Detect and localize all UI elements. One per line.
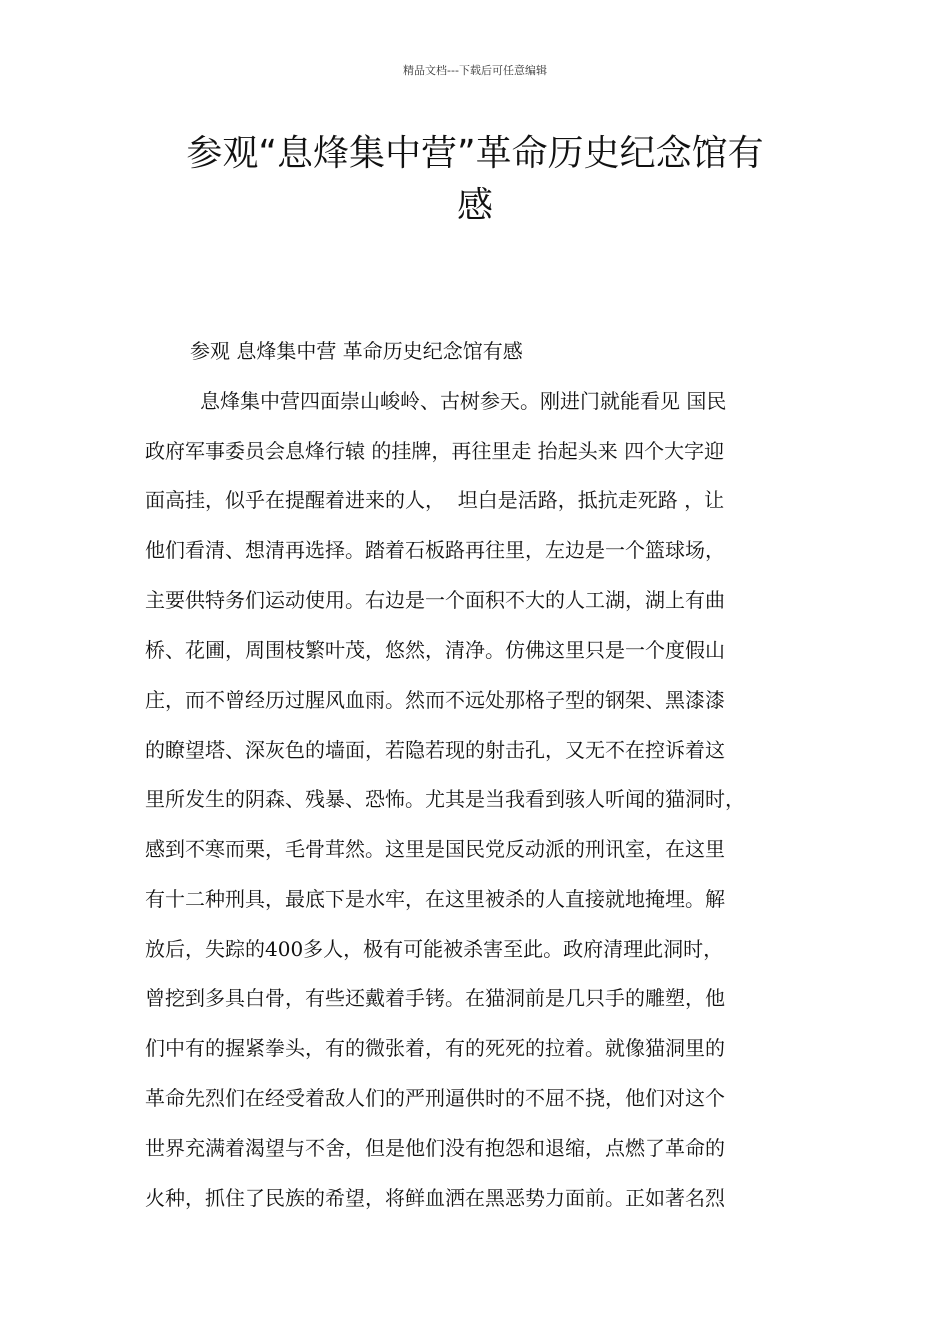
body-line: 有十二种刑具，最底下是水牢，在这里被杀的人直接就地掩埋。解	[145, 887, 725, 911]
body-line: 曾挖到多具白骨，有些还戴着手铐。在猫洞前是几只手的雕塑，他	[145, 986, 725, 1010]
body-line: 里所发生的阴森、残暴、恐怖。尤其是当我看到骇人听闻的猫洞时，	[145, 787, 745, 811]
body-line: 主要供特务们运动使用。右边是一个面积不大的人工湖，湖上有曲	[145, 588, 725, 612]
body-line: 们中有的握紧拳头，有的微张着，有的死死的拉着。就像猫洞里的	[145, 1036, 725, 1060]
body-line: 庄，而不曾经历过腥风血雨。然而不远处那格子型的钢架、黑漆漆	[145, 688, 725, 712]
body-line: 革命先烈们在经受着敌人们的严刑逼供时的不屈不挠，他们对这个	[145, 1086, 725, 1110]
body-line: 面高挂，似乎在提醒着进来的人， 坦白是活路，抵抗走死路 ，让	[145, 488, 725, 512]
header-note: 精品文档---下载后可任意编辑	[403, 64, 547, 77]
body-line: 感到不寒而栗，毛骨茸然。这里是国民党反动派的刑讯室，在这里	[145, 837, 725, 861]
body-line: 桥、花圃，周围枝繁叶茂，悠然，清净。仿佛这里只是一个度假山	[145, 638, 725, 662]
body-line: 放后，失踪的400多人，极有可能被杀害至此。政府清理此洞时，	[145, 937, 724, 961]
body-line: 的瞭望塔、深灰色的墙面，若隐若现的射击孔，又无不在控诉着这	[145, 738, 725, 762]
body-line: 火种，抓住了民族的希望，将鲜血洒在黑恶势力面前。正如著名烈	[145, 1186, 725, 1210]
body-line: 他们看清、想清再选择。踏着石板路再往里，左边是一个篮球场，	[145, 538, 725, 562]
body-line: 息烽集中营四面崇山峻岭、古树参天。刚进门就能看见 国民	[200, 389, 727, 413]
title-line: 感	[456, 185, 493, 226]
body-line: 政府军事委员会息烽行辕 的挂牌，再往里走 抬起头来 四个大字迎	[145, 439, 725, 463]
document-title	[120, 128, 830, 232]
document-subtitle: 参观 息烽集中营 革命历史纪念馆有感	[190, 339, 523, 363]
title-line: 参观“息烽集中营”革命历史纪念馆有	[186, 133, 764, 174]
body-line: 世界充满着渴望与不舍，但是他们没有抱怨和退缩，点燃了革命的	[145, 1136, 725, 1160]
